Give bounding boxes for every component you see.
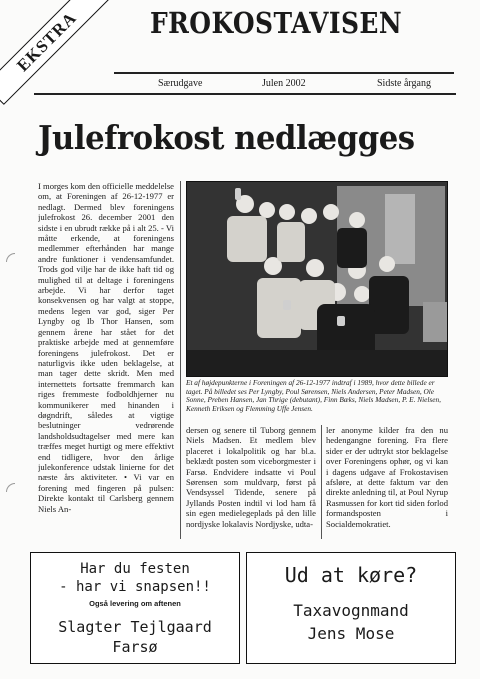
column-divider (180, 181, 181, 539)
ad-slagter-tejlgaard (30, 552, 240, 664)
ekstra-label: EKSTRA (13, 8, 81, 76)
volume-label: Sidste årgang (377, 78, 431, 89)
photo-caption: Et af højdepunkterne i Foreningen af 26-12-1977 indtraf i 1989, hvor dette billede er taget. På billedet ses Per Lyngby, Poul Sørensen, Niels Andersen, Peter Madsen, Ole Sonne, Preben Hansen, Jan Thrige (debutant), Finn Bæks, Niels Madsen, P. E. Nielsen, Kenneth Eriksen og Flemming Uffe Jensen. (186, 378, 441, 413)
group-photo (186, 181, 448, 377)
punch-hole-mark (6, 253, 15, 262)
ad-company-name: Taxavognmand (293, 601, 409, 620)
ekstra-banner (0, 0, 110, 105)
article-column-3 (326, 425, 448, 539)
ad-subline: Også levering om aftenen (89, 599, 181, 608)
article-column-1 (38, 181, 174, 539)
edition-label: Særudgave (158, 78, 203, 89)
masthead (150, 6, 470, 40)
article-text: I morges kom den officielle meddelelse om, at Foreningen af 26-12-1977 er nedlagt. Dermed blev foreningens julefrokost 26. december 2001 den sidste i en ubrudt række på i alt 25. - Vi måtte erkende, at foreningens medlemmer efterhånden har mange andre funktioner i vendensamfundet. Trods god vilje har de ikke haft tid og mulighed til at deltage i foreningens arbejde. Vi har derfor taget konsekvensen og har valgt at stoppe, medens legen var god, siger Per Lyngby og Ib Thor Hansen, som gennem årene har stået for det praktiske arbejde med at gennemføre foreningens julefrokost. Det er naturligvis ikke uden beklagelse, at man tager dette skridt. Men med internettets fortsatte fremmarch kan riges fremmeste fodboldhjerner nu kommunikerer med hinanden i døgndrift, således at vigtige beslutninger vedrørende landsholdsudtagelser med mere kan træffes meget hurtigt og mere effektivt end tidligere, hvor den årlige julekonference udstak linierne for det næste års aktiviteter. • Vi var en forening med fingeren på pulsen: Direkte kontakt til Carlsberg gennem Niels An- (38, 181, 174, 514)
group-photo-image (187, 182, 448, 377)
ad-company-town: Farsø (112, 638, 158, 656)
punch-hole-mark (6, 483, 15, 492)
ad-taxavognmand (246, 552, 456, 664)
ad-company-name: Slagter Tejlgaard (58, 618, 212, 636)
masthead-title: FROKOSTAVISEN (150, 6, 403, 40)
ad-headline: Ud at køre? (284, 563, 418, 587)
masthead-rule-top (114, 72, 454, 74)
column-divider (321, 425, 322, 539)
article-text: ler anonyme kilder fra den nu hedengangne forening. Fra flere sider er der udtrykt stor beklagelse over Foreningens ophør, og vi kan i dagens udgave af Frokostavisen afsløre, at dette faktum var den direkte anledning til, at Poul Nyrup Rasmussen for kort tid siden forlod formandsposten i Socialdemokratiet. (326, 425, 448, 529)
ad-headline: - har vi snapsen!! (59, 579, 211, 595)
ad-headline: Har du festen (80, 561, 190, 577)
article-text: dersen og senere til Tuborg gennem Niels Madsen. Et medlem blev placeret i lokalpolitik og har bl.a. beklædt posten som viceborgmester i Farsø. Endvidere indsatte vi Poul Sørensen som muldvarp, først på Vendsyssel Tidende, senere på Jyllands Posten indtil vi lod ham få sin egen medielegeplads på den lille nordjyske lokalavis Nordjyske, udta- (186, 425, 316, 529)
article-column-2 (186, 425, 316, 539)
masthead-rule-bottom (34, 93, 456, 95)
headline: Julefrokost nedlægges (38, 118, 415, 157)
issue-date: Julen 2002 (262, 78, 306, 89)
ad-company-owner: Jens Mose (307, 624, 395, 643)
